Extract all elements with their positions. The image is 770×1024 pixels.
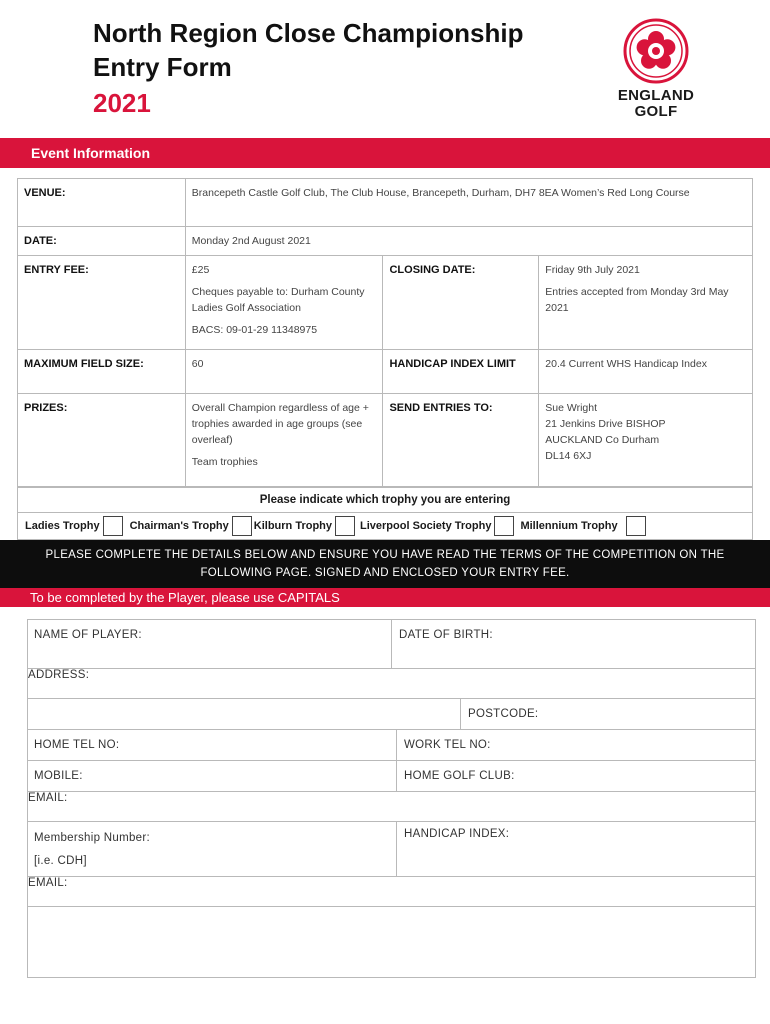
cheques-payable-text: Cheques payable to: Durham County Ladies Golf Association <box>191 286 365 314</box>
logo-text-england: ENGLAND <box>617 87 695 104</box>
email-row[interactable] <box>28 792 755 822</box>
trophy-option-kilburn <box>254 516 355 536</box>
membership-number-label: Membership Number: <box>34 832 150 844</box>
handicap-limit-label: HANDICAP INDEX LIMIT <box>383 350 539 394</box>
notes-field[interactable] <box>28 907 755 977</box>
ladies-trophy-checkbox[interactable] <box>103 516 123 536</box>
home-tel-label: HOME TEL NO: <box>34 739 120 751</box>
date-label: DATE: <box>18 227 186 256</box>
send-entries-name: Sue Wright <box>545 402 598 414</box>
name-dob-row <box>28 620 755 669</box>
event-information-heading: Event Information <box>31 145 151 161</box>
work-tel-label: WORK TEL NO: <box>404 739 491 751</box>
entry-fee-label: ENTRY FEE: <box>18 256 186 350</box>
player-instruction-bar <box>0 588 770 607</box>
mobile-club-row <box>28 761 755 792</box>
address-label: ADDRESS: <box>28 669 90 681</box>
trophy-label: Ladies Trophy <box>25 520 100 532</box>
address-postcode-row <box>28 699 755 730</box>
send-entries-address-line-2: AUCKLAND Co Durham <box>545 434 660 446</box>
england-golf-logo <box>610 18 702 120</box>
send-entries-address <box>539 394 753 488</box>
entry-fee-value: £25 <box>191 264 210 276</box>
telephone-row <box>28 730 755 761</box>
max-field-size-value: 60 <box>185 350 383 394</box>
address-row[interactable] <box>28 669 755 699</box>
player-details-form <box>27 619 756 978</box>
postcode-label: POSTCODE: <box>468 708 539 720</box>
closing-date-cell <box>539 256 753 350</box>
address-continuation-field[interactable] <box>28 699 460 729</box>
entry-fee-cell <box>185 256 383 350</box>
email-second-label: EMAIL: <box>28 877 68 889</box>
prizes-label: PRIZES: <box>18 394 186 488</box>
player-name-label: NAME OF PLAYER: <box>34 629 142 641</box>
trophy-selection-heading: Please indicate which trophy you are entering <box>17 486 753 512</box>
kilburn-trophy-checkbox[interactable] <box>335 516 355 536</box>
form-year: 2021 <box>93 88 151 118</box>
date-value: Monday 2nd August 2021 <box>185 227 752 256</box>
team-trophies-text: Team trophies <box>191 456 258 468</box>
venue-value: Brancepeth Castle Golf Club, The Club House, Brancepeth, Durham, DH7 8EA Women’s Red Long Course <box>185 179 752 227</box>
trophy-option-chairmans <box>130 516 252 536</box>
postcode-field[interactable] <box>460 699 755 729</box>
field-size-row <box>18 350 753 394</box>
handicap-index-label: HANDICAP INDEX: <box>404 828 510 840</box>
trophy-option-ladies <box>25 516 123 536</box>
send-entries-address-line-3: DL14 6XJ <box>545 450 592 462</box>
venue-label: VENUE: <box>18 179 186 227</box>
liverpool-society-trophy-checkbox[interactable] <box>494 516 514 536</box>
trophy-label: Kilburn Trophy <box>253 520 333 532</box>
mobile-label: MOBILE: <box>34 770 83 782</box>
event-information-bar <box>0 138 770 168</box>
venue-row <box>18 179 753 227</box>
handicap-limit-value: 20.4 Current WHS Handicap Index <box>539 350 753 394</box>
player-name-field[interactable] <box>28 620 391 668</box>
logo-text-golf: GOLF <box>634 103 678 120</box>
send-entries-address-line-1: 21 Jenkins Drive BISHOP <box>545 418 666 430</box>
membership-handicap-row <box>28 822 755 877</box>
player-instruction-text: To be completed by the Player, please use CAPITALS <box>30 590 340 605</box>
entry-fee-row <box>18 256 753 350</box>
membership-number-field[interactable] <box>28 822 396 876</box>
trophy-option-liverpool-society <box>360 516 514 536</box>
home-golf-club-label: HOME GOLF CLUB: <box>404 770 515 782</box>
send-entries-label: SEND ENTRIES TO: <box>383 394 539 488</box>
prizes-value: Overall Champion regardless of age + trophies awarded in age groups (see overleaf) <box>191 402 369 446</box>
email-label: EMAIL: <box>28 792 68 804</box>
mobile-field[interactable] <box>28 761 396 791</box>
millennium-trophy-checkbox[interactable] <box>626 516 646 536</box>
trophy-selection-row <box>17 512 753 540</box>
event-information-table <box>17 178 753 488</box>
max-field-size-label: MAXIMUM FIELD SIZE: <box>18 350 186 394</box>
entries-accepted-text: Entries accepted from Monday 3rd May 2021 <box>545 286 729 314</box>
notice-line-2: FOLLOWING PAGE. SIGNED AND ENCLOSED YOUR ENTRY FEE. <box>200 567 570 579</box>
work-tel-field[interactable] <box>396 730 755 760</box>
date-of-birth-field[interactable] <box>391 620 755 668</box>
prizes-row <box>18 394 753 488</box>
chairmans-trophy-checkbox[interactable] <box>232 516 252 536</box>
date-of-birth-label: DATE OF BIRTH: <box>399 629 493 641</box>
handicap-index-field[interactable] <box>396 822 755 876</box>
bacs-text: BACS: 09-01-29 11348975 <box>191 324 318 336</box>
closing-date-value: Friday 9th July 2021 <box>545 264 640 276</box>
email-second-row[interactable] <box>28 877 755 907</box>
date-row <box>18 227 753 256</box>
home-golf-club-field[interactable] <box>396 761 755 791</box>
home-tel-field[interactable] <box>28 730 396 760</box>
title-line-1: North Region Close Championship <box>93 18 524 48</box>
terms-notice-bar <box>0 540 770 588</box>
prizes-cell <box>185 394 383 488</box>
closing-date-label: CLOSING DATE: <box>383 256 539 350</box>
membership-number-hint: [i.e. CDH] <box>34 855 87 867</box>
trophy-option-millennium <box>520 516 645 536</box>
form-title <box>93 16 523 84</box>
trophy-label: Millennium Trophy <box>520 520 618 532</box>
trophy-label: Chairman's Trophy <box>129 520 229 532</box>
rose-emblem-icon <box>623 18 689 84</box>
trophy-label: Liverpool Society Trophy <box>360 520 492 532</box>
title-line-2: Entry Form <box>93 52 232 82</box>
notice-line-1: PLEASE COMPLETE THE DETAILS BELOW AND ENSURE YOU HAVE READ THE TERMS OF THE COMPETITION ON THE <box>45 549 725 561</box>
